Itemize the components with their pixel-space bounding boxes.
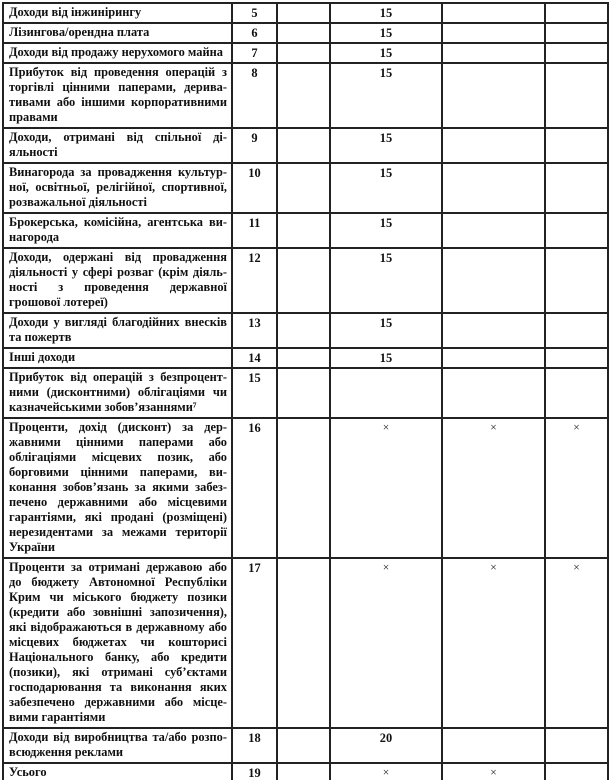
income-type-description: Доходи від інжинірингу <box>3 3 232 23</box>
rate-cell: × <box>330 763 442 780</box>
rate-cell: 15 <box>330 313 442 348</box>
value-cell-3 <box>545 163 608 213</box>
row-code-cell: 10 <box>232 163 277 213</box>
income-type-description: Лізингова/орендна плата <box>3 23 232 43</box>
income-type-description: Доходи, одержані від провадження діяльності у сфері розваг (крім діяльності з проведення державної грошової лотереї) <box>3 248 232 313</box>
value-cell-2 <box>442 128 545 163</box>
value-cell-3 <box>545 368 608 418</box>
table-row <box>3 43 608 63</box>
row-code-cell: 7 <box>232 43 277 63</box>
value-cell-3 <box>545 763 608 780</box>
value-cell-2 <box>442 63 545 128</box>
rate-cell: 15 <box>330 213 442 248</box>
table-row <box>3 763 608 780</box>
row-code-cell: 19 <box>232 763 277 780</box>
spacer-cell <box>277 213 330 248</box>
spacer-cell <box>277 728 330 763</box>
table-row <box>3 128 608 163</box>
table-row <box>3 3 608 23</box>
row-code-cell: 8 <box>232 63 277 128</box>
income-type-description: Прибуток від операцій з безпроцентними (дисконтними) облігаціями чи казначейськими зобов’язаннями⁷ <box>3 368 232 418</box>
table-row <box>3 163 608 213</box>
row-code-cell: 18 <box>232 728 277 763</box>
row-code-cell: 14 <box>232 348 277 368</box>
rate-cell: 20 <box>330 728 442 763</box>
income-type-description: Доходи у вигляді благодійних внесків та пожертв <box>3 313 232 348</box>
rate-cell: × <box>330 558 442 728</box>
spacer-cell <box>277 43 330 63</box>
row-code-cell: 11 <box>232 213 277 248</box>
income-type-description: Усього <box>3 763 232 780</box>
rate-cell: 15 <box>330 248 442 313</box>
income-type-description: Брокерська, комісійна, агентська винагорода <box>3 213 232 248</box>
income-type-description: Прибуток від проведення операцій з торгівлі цінними паперами, деривативами або іншими корпоративними правами <box>3 63 232 128</box>
spacer-cell <box>277 248 330 313</box>
rate-cell: 15 <box>330 128 442 163</box>
value-cell-3 <box>545 23 608 43</box>
spacer-cell <box>277 163 330 213</box>
table-row <box>3 558 608 728</box>
income-type-description: Доходи, отримані від спільної діяльності <box>3 128 232 163</box>
income-type-description: Проценти за отримані державою або до бюджету Автономної Республіки Крим чи міського бюджету позики (кредити або зовнішні запозичення), які відображаються в державному або місцевих бюджетах чи кошторисі Національного банку, або кредити (позики), які отримані суб’єктами господарювання та виконання яких забезпечено державними або місцевими гарантіями <box>3 558 232 728</box>
value-cell-3: × <box>545 418 608 558</box>
rate-cell: 15 <box>330 23 442 43</box>
value-cell-3 <box>545 248 608 313</box>
table-row <box>3 23 608 43</box>
income-type-description: Проценти, дохід (дисконт) за державними цінними паперами або облігаціями місцевих позик, або борговими цінними паперами, виконання зобов’язань за якими забезпечено державними або місцевими гарантіями, які продані (розміщені) нерезидентами за межами території України <box>3 418 232 558</box>
table-body <box>3 3 608 780</box>
table-row <box>3 418 608 558</box>
value-cell-2 <box>442 348 545 368</box>
row-code-cell: 17 <box>232 558 277 728</box>
income-type-description: Інші доходи <box>3 348 232 368</box>
value-cell-2: × <box>442 418 545 558</box>
income-types-table <box>2 2 609 780</box>
spacer-cell <box>277 418 330 558</box>
spacer-cell <box>277 128 330 163</box>
rate-cell: 15 <box>330 43 442 63</box>
value-cell-2: × <box>442 558 545 728</box>
rate-cell <box>330 368 442 418</box>
spacer-cell <box>277 763 330 780</box>
spacer-cell <box>277 23 330 43</box>
rate-cell: 15 <box>330 3 442 23</box>
rate-cell: 15 <box>330 163 442 213</box>
row-code-cell: 15 <box>232 368 277 418</box>
value-cell-2 <box>442 248 545 313</box>
spacer-cell <box>277 558 330 728</box>
value-cell-3 <box>545 128 608 163</box>
table-row <box>3 63 608 128</box>
spacer-cell <box>277 63 330 128</box>
row-code-cell: 9 <box>232 128 277 163</box>
value-cell-2 <box>442 43 545 63</box>
income-type-description: Винагорода за провадження культурної, освітньої, релігійної, спортивної, розважальної діяльності <box>3 163 232 213</box>
value-cell-3 <box>545 348 608 368</box>
table-row <box>3 248 608 313</box>
value-cell-3 <box>545 3 608 23</box>
value-cell-2 <box>442 23 545 43</box>
value-cell-2 <box>442 3 545 23</box>
value-cell-3 <box>545 313 608 348</box>
value-cell-2 <box>442 728 545 763</box>
value-cell-2 <box>442 163 545 213</box>
spacer-cell <box>277 368 330 418</box>
table-row <box>3 313 608 348</box>
value-cell-2 <box>442 368 545 418</box>
spacer-cell <box>277 3 330 23</box>
row-code-cell: 13 <box>232 313 277 348</box>
spacer-cell <box>277 313 330 348</box>
table-row <box>3 368 608 418</box>
rate-cell: × <box>330 418 442 558</box>
value-cell-2: × <box>442 763 545 780</box>
income-type-description: Доходи від продажу нерухомого майна <box>3 43 232 63</box>
rate-cell: 15 <box>330 63 442 128</box>
value-cell-3 <box>545 728 608 763</box>
value-cell-3 <box>545 43 608 63</box>
row-code-cell: 6 <box>232 23 277 43</box>
table-row <box>3 213 608 248</box>
row-code-cell: 12 <box>232 248 277 313</box>
value-cell-3 <box>545 63 608 128</box>
spacer-cell <box>277 348 330 368</box>
table-row <box>3 728 608 763</box>
row-code-cell: 5 <box>232 3 277 23</box>
value-cell-3 <box>545 213 608 248</box>
row-code-cell: 16 <box>232 418 277 558</box>
value-cell-2 <box>442 213 545 248</box>
rate-cell: 15 <box>330 348 442 368</box>
value-cell-2 <box>442 313 545 348</box>
table-row <box>3 348 608 368</box>
income-type-description: Доходи від виробництва та/або розповсюдження реклами <box>3 728 232 763</box>
value-cell-3: × <box>545 558 608 728</box>
